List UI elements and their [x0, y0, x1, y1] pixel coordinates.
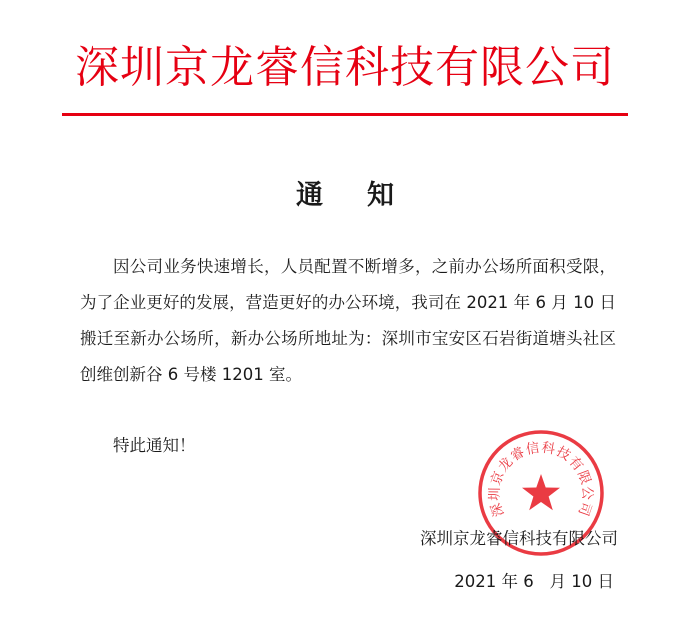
star-icon — [522, 474, 560, 510]
seal-text: 深圳京龙睿信科技有限公司 — [486, 439, 596, 519]
document-title: 通知 — [296, 180, 438, 211]
notice-closing: 特此通知！ — [113, 436, 196, 455]
letterhead-divider — [62, 113, 628, 116]
letterhead-company-name: 深圳京龙睿信科技有限公司 — [75, 42, 615, 93]
signature-date: 2021 年 6 月 10 日 — [454, 572, 614, 591]
signature-company: 深圳京龙睿信科技有限公司 — [420, 529, 618, 548]
notice-body: 因公司业务快速增长，人员配置不断增多，之前办公场所面积受限，为了企业更好的发展，营造更好的办公环境，我司在 2021 年 6 月 10 日搬迁至新办公场所，新办公场所地址为：深圳市宝安区石岩街道塘头社区创维创新谷 6 号楼 1201 室。 — [80, 257, 616, 384]
